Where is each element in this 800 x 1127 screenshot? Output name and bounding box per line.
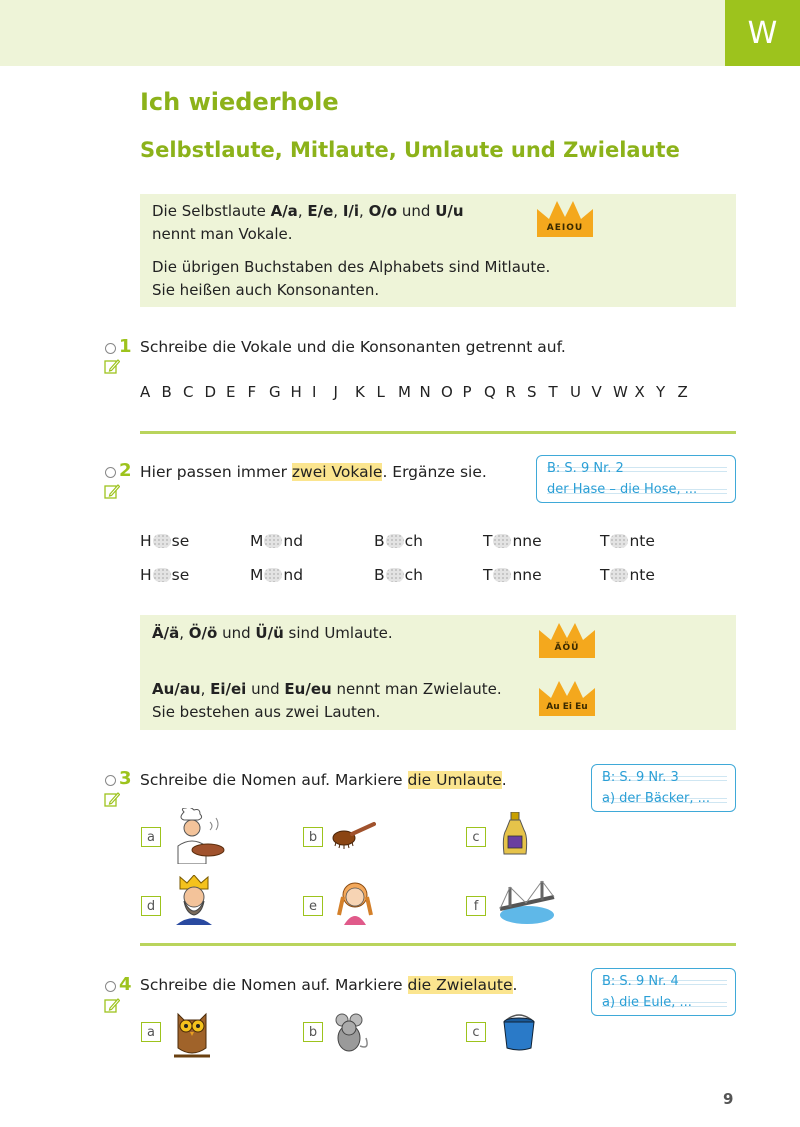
blank-gap[interactable]	[264, 534, 282, 548]
task-2-number: 2	[119, 460, 132, 481]
baker-picture	[170, 808, 226, 864]
vowel-letter: U/u	[435, 202, 464, 220]
gap-word: M nd	[250, 566, 304, 584]
task-4-instruction: Schreibe die Nomen auf. Markiere die Zwielaute.	[140, 976, 518, 994]
alphabet-letter: B	[161, 383, 172, 401]
divider	[140, 943, 736, 946]
pencil-icon	[104, 997, 120, 1013]
page-title: Ich wiederhole	[140, 88, 339, 116]
blank-gap[interactable]	[493, 568, 511, 582]
alphabet-letter: H	[290, 383, 302, 401]
section-tab	[725, 0, 800, 66]
alphabet-letter: F	[247, 383, 257, 401]
alphabet-letter: U	[570, 383, 581, 401]
task-2-instruction: Hier passen immer zwei Vokale. Ergänze sie.	[140, 463, 487, 481]
divider	[140, 431, 736, 434]
info-zwielaut-line-2: Sie bestehen aus zwei Lauten.	[152, 703, 381, 721]
alphabet-letter: N	[419, 383, 431, 401]
gap-word: T nte	[600, 566, 655, 584]
pencil-icon	[104, 483, 120, 499]
info-umlaut-line: Ä/ä, Ö/ö und Ü/ü sind Umlaute.	[152, 624, 393, 642]
blank-gap[interactable]	[153, 568, 171, 582]
vowel-letter: O/o	[368, 202, 398, 220]
crown-umlaute: ÄÖÜ	[537, 620, 597, 660]
vowel-letter: E/e	[307, 202, 334, 220]
alphabet-letter: D	[204, 383, 217, 401]
task-4-checkbox[interactable]	[105, 981, 116, 992]
item-label-c: c	[466, 1022, 486, 1042]
alphabet-letter: G	[269, 383, 281, 401]
pencil-icon	[104, 358, 120, 374]
alphabet-letter: R	[505, 383, 516, 401]
info-line-3: Die übrigen Buchstaben des Alphabets sind Mitlaute.	[152, 258, 551, 276]
bridge-picture	[498, 879, 556, 925]
crown-icon	[537, 620, 597, 660]
alphabet-letter: C	[183, 383, 194, 401]
item-label-a: a	[141, 827, 161, 847]
alphabet-letter: M	[398, 383, 411, 401]
task-1-instruction: Schreibe die Vokale und die Konsonanten getrennt auf.	[140, 338, 566, 356]
item-label-c: c	[466, 827, 486, 847]
reference-line-1: B: S. 9 Nr. 4	[602, 974, 679, 989]
blank-gap[interactable]	[386, 568, 404, 582]
reference-line-2: a) der Bäcker, ...	[602, 791, 710, 806]
reference-line-1: B: S. 9 Nr. 3	[602, 770, 679, 785]
gap-word: T nne	[483, 566, 542, 584]
crown-zwielaute: Au Ei Eu	[537, 678, 597, 718]
gap-word: B ch	[374, 532, 423, 550]
bucket-picture	[500, 1014, 538, 1052]
page-subtitle: Selbstlaute, Mitlaute, Umlaute und Zwielaute	[140, 138, 680, 162]
item-label-d: d	[141, 896, 161, 916]
alphabet-letter: T	[548, 383, 558, 401]
highlight: zwei Vokale	[291, 463, 383, 481]
crown-vowels: AEIOU	[535, 197, 595, 239]
blank-gap[interactable]	[386, 534, 404, 548]
task-4-number: 4	[119, 974, 132, 995]
pencil-icon	[104, 791, 120, 807]
info-box-vowels	[140, 194, 736, 307]
reference-line-2: a) die Eule, ...	[602, 995, 692, 1010]
blank-gap[interactable]	[610, 534, 628, 548]
king-picture	[172, 875, 218, 925]
alphabet-letter: K	[355, 383, 365, 401]
task-3-checkbox[interactable]	[105, 775, 116, 786]
alphabet-letter: V	[591, 383, 602, 401]
gap-word: T nne	[483, 532, 542, 550]
task-2-checkbox[interactable]	[105, 467, 116, 478]
alphabet-letter: L	[376, 383, 385, 401]
alphabet-letter: S	[527, 383, 537, 401]
task-3-number: 3	[119, 768, 132, 789]
blank-gap[interactable]	[610, 568, 628, 582]
header-band	[0, 0, 800, 66]
info-line-4: Sie heißen auch Konsonanten.	[152, 281, 380, 299]
info-line-1: Die Selbstlaute A/a, E/e, I/i, O/o und U/u	[152, 202, 464, 220]
info-line-2: nennt man Vokale.	[152, 225, 293, 243]
alphabet-letter: X	[634, 383, 645, 401]
gap-word: H se	[140, 532, 190, 550]
item-label-f: f	[466, 896, 486, 916]
mouse-picture	[330, 1012, 372, 1054]
gap-word: T nte	[600, 532, 655, 550]
blank-gap[interactable]	[493, 534, 511, 548]
item-label-b: b	[303, 827, 323, 847]
info-box-umlaute-zwielaute	[140, 615, 736, 730]
gap-word: M nd	[250, 532, 304, 550]
blank-gap[interactable]	[264, 568, 282, 582]
section-tab-letter: W	[747, 15, 778, 51]
alphabet-letter: P	[462, 383, 472, 401]
highlight: die Umlaute	[407, 771, 502, 789]
brush-picture	[330, 820, 376, 850]
page-number: 9	[723, 1090, 734, 1108]
alphabet-letter: O	[441, 383, 453, 401]
task-1-checkbox[interactable]	[105, 343, 116, 354]
gap-word: B ch	[374, 566, 423, 584]
reference-line-2: der Hase – die Hose, ...	[547, 482, 698, 497]
task-3-instruction: Schreibe die Nomen auf. Markiere die Umlaute.	[140, 771, 507, 789]
item-label-e: e	[303, 896, 323, 916]
alphabet-letter: Y	[656, 383, 666, 401]
alphabet-letter: J	[333, 383, 338, 401]
owl-picture	[172, 1006, 212, 1060]
vowel-letter: A/a	[270, 202, 298, 220]
alphabet-letter: W	[613, 383, 628, 401]
reference-box-task-2	[536, 455, 736, 503]
oil-bottle-picture	[500, 812, 530, 858]
vowel-letter: I/i	[342, 202, 360, 220]
alphabet-letter: Z	[677, 383, 688, 401]
alphabet-row	[140, 383, 699, 401]
alphabet-letter: A	[140, 383, 151, 401]
gap-word: H se	[140, 566, 190, 584]
alphabet-letter: Q	[484, 383, 496, 401]
alphabet-letter: E	[226, 383, 236, 401]
item-label-a: a	[141, 1022, 161, 1042]
alphabet-letter: I	[312, 383, 317, 401]
item-label-b: b	[303, 1022, 323, 1042]
blank-gap[interactable]	[153, 534, 171, 548]
reference-box-task-4	[591, 968, 736, 1016]
reference-box-task-3	[591, 764, 736, 812]
crown-icon	[537, 678, 597, 718]
highlight: die Zwielaute	[407, 976, 513, 994]
reference-line-1: B: S. 9 Nr. 2	[547, 461, 624, 476]
task-1-number: 1	[119, 336, 132, 357]
info-zwielaut-line: Au/au, Ei/ei und Eu/eu nennt man Zwielaute.	[152, 680, 502, 698]
girl-picture	[334, 877, 376, 925]
